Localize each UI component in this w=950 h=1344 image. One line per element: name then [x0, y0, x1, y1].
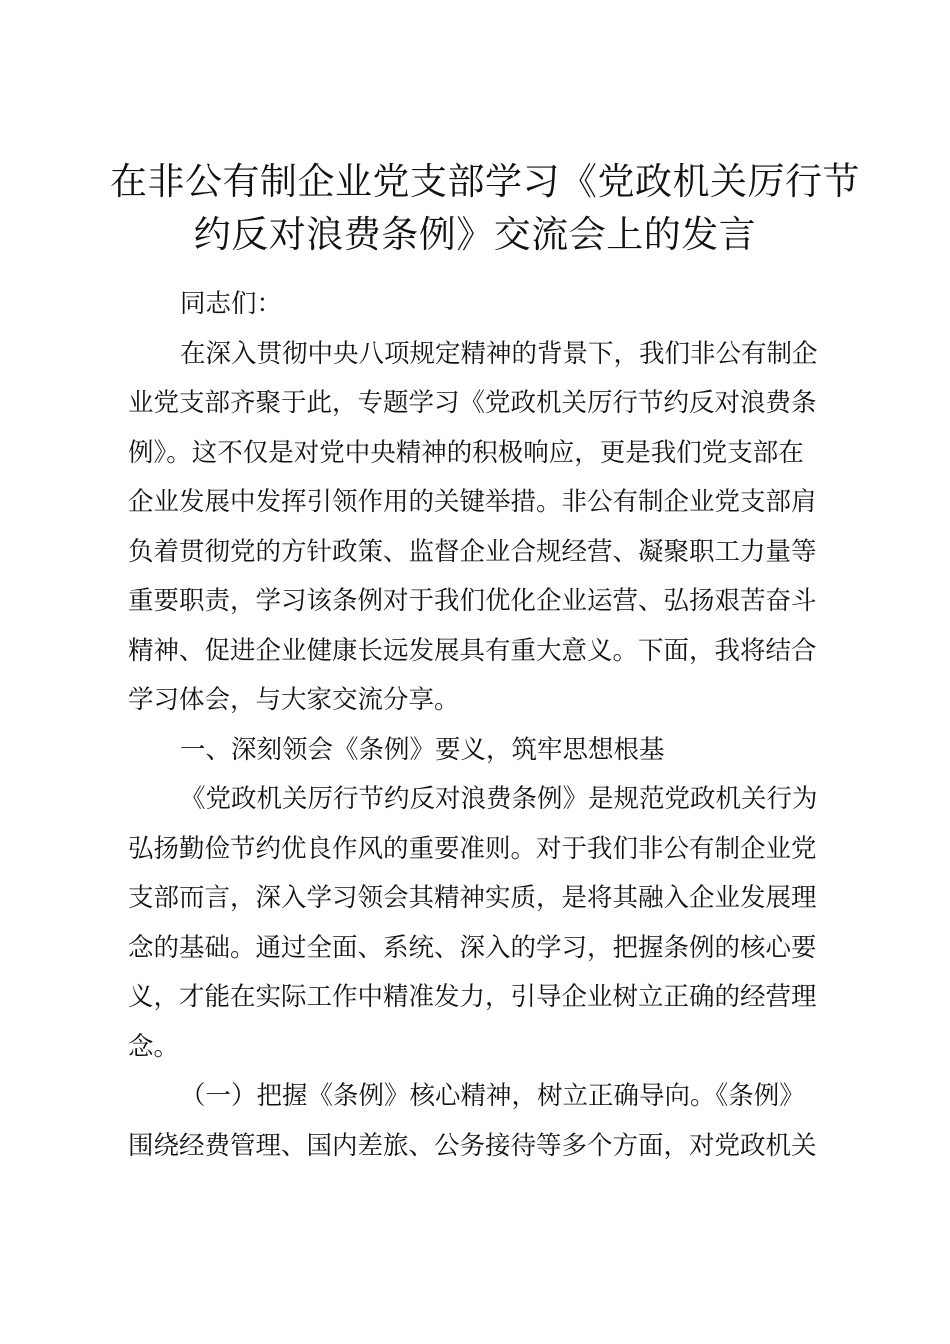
document-body — [128, 280, 832, 1171]
title-line-1: 在非公有制企业党支部学习《党政机关厉行节 — [110, 160, 860, 203]
paragraph-line: 念的基础。通过全面、系统、深入的学习，把握条例的核心要 — [128, 932, 817, 963]
paragraph-3 — [128, 1072, 832, 1171]
paragraph-line: 《党政机关厉行节约反对浪费条例》是规范党政机关行为 — [180, 784, 818, 814]
paragraph-line: 例》。这不仅是对党中央精神的积极响应，更是我们党支部在 — [128, 437, 804, 468]
paragraph-line: 业党支部齐聚于此，专题学习《党政机关厉行节约反对浪费条 — [128, 388, 817, 418]
paragraph-1 — [128, 330, 832, 726]
document-title — [110, 155, 860, 261]
paragraph-line: 义，才能在实际工作中精准发力，引导企业树立正确的经营理 — [128, 982, 817, 1012]
paragraph-line: 围绕经费管理、国内差旅、公务接待等多个方面，对党政机关 — [128, 1130, 817, 1161]
paragraph-line: （一）把握《条例》核心精神，树立正确导向。《条例》 — [180, 1081, 805, 1111]
section-heading-1: 一、深刻领会《条例》要义，筑牢思想根基 — [180, 734, 665, 765]
paragraph-line: 弘扬勤俭节约优良作风的重要准则。对于我们非公有制企业党 — [128, 833, 817, 864]
paragraph-line: 支部而言，深入学习领会其精神实质，是将其融入企业发展理 — [128, 883, 817, 913]
paragraph-2 — [128, 775, 832, 1072]
paragraph-line: 念。 — [128, 1031, 180, 1062]
paragraph-line: 学习体会，与大家交流分享。 — [128, 685, 460, 715]
paragraph-line: 企业发展中发挥引领作用的关键举措。非公有制企业党支部肩 — [128, 487, 817, 517]
paragraph-line: 精神、促进企业健康长远发展具有重大意义。下面，我将结合 — [128, 635, 817, 666]
title-line-2: 约反对浪费条例》交流会上的发言 — [193, 213, 757, 256]
salutation: 同志们： — [180, 289, 283, 319]
paragraph-line: 负着贯彻党的方针政策、监督企业合规经营、凝聚职工力量等 — [128, 536, 817, 567]
paragraph-line: 重要职责，学习该条例对于我们优化企业运营、弘扬艰苦奋斗 — [128, 586, 817, 616]
paragraph-line: 在深入贯彻中央八项规定精神的背景下，我们非公有制企 — [180, 338, 818, 369]
